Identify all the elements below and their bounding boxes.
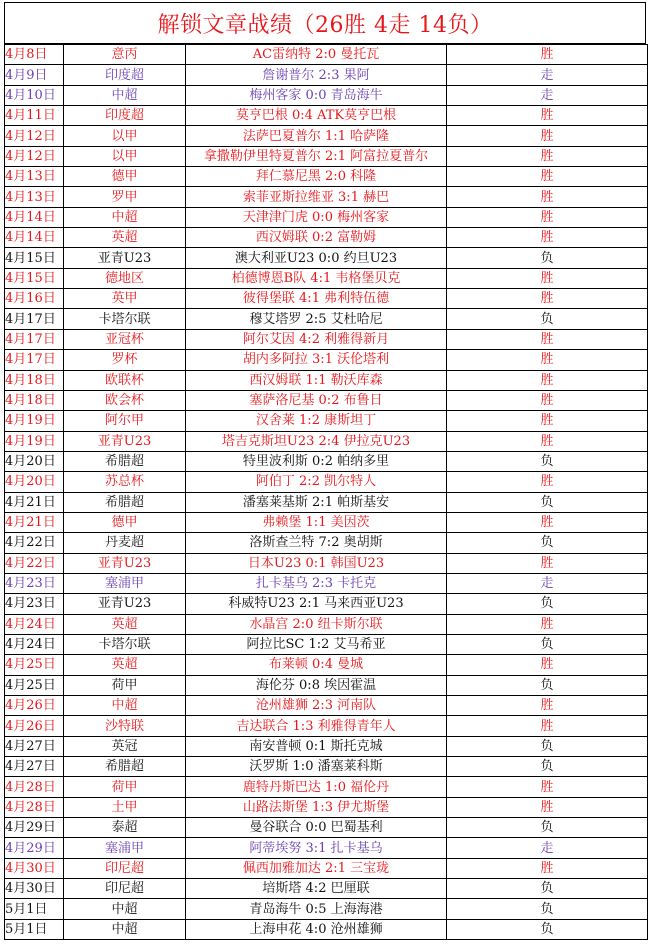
record-match: 阿蒂埃努 3:1 扎卡基乌 [186,838,447,858]
record-match: 西汉姆联 1:1 勒沃库森 [186,370,447,390]
record-result: 胜 [447,289,648,309]
record-match: 梅州客家 0:0 青岛海牛 [186,85,447,105]
record-match: 培斯塔 4:2 巴厘联 [186,879,447,899]
record-date: 4月10日 [5,85,64,105]
record-league: 荷甲 [64,675,186,695]
record-row [5,614,648,634]
record-row [5,696,648,716]
record-match: 日本U23 0:1 韩国U23 [186,553,447,573]
record-row [5,187,648,207]
record-date: 4月27日 [5,736,64,756]
record-league: 印度超 [64,65,186,85]
record-match: 山路法斯堡 1:3 伊尤斯堡 [186,797,447,817]
record-row [5,309,648,329]
record-result: 胜 [447,777,648,797]
record-match: 阿尔艾因 4:2 利雅得新月 [186,329,447,349]
record-result: 胜 [447,472,648,492]
record-match: 胡内多阿拉 3:1 沃伦塔利 [186,350,447,370]
record-match: 曼谷联合 0:0 巴蜀基利 [186,818,447,838]
record-result: 胜 [447,797,648,817]
record-result: 胜 [447,512,648,532]
record-result: 胜 [447,167,648,187]
record-league: 土甲 [64,797,186,817]
record-league: 亚青U23 [64,553,186,573]
record-date: 5月1日 [5,919,64,939]
record-match: 洛斯查兰特 7:2 奥胡斯 [186,533,447,553]
sheet-title: 解锁文章战绩（26胜 4走 14负） [4,2,646,44]
record-row [5,451,648,471]
record-row [5,594,648,614]
record-result: 走 [447,85,648,105]
record-row [5,289,648,309]
record-league: 塞浦甲 [64,838,186,858]
record-league: 中超 [64,919,186,939]
record-row [5,634,648,654]
record-row [5,390,648,410]
record-match: 沧州雄狮 2:3 河南队 [186,696,447,716]
record-result: 负 [447,919,648,939]
record-match: 索菲亚斯拉维亚 3:1 赫巴 [186,187,447,207]
record-result: 胜 [447,329,648,349]
record-row [5,838,648,858]
record-result: 胜 [447,614,648,634]
record-result: 胜 [447,696,648,716]
record-row [5,431,648,451]
record-result: 胜 [447,370,648,390]
record-league: 德甲 [64,512,186,532]
record-date: 4月25日 [5,675,64,695]
record-row [5,45,648,65]
record-result: 胜 [447,655,648,675]
record-league: 英超 [64,228,186,248]
record-row [5,573,648,593]
record-row [5,126,648,146]
record-league: 中超 [64,207,186,227]
record-match: 汉舍莱 1:2 康斯坦丁 [186,411,447,431]
record-row [5,777,648,797]
record-row [5,167,648,187]
record-match: 西汉姆联 0:2 富勒姆 [186,228,447,248]
record-row [5,492,648,512]
record-match: 穆艾塔罗 2:5 艾杜哈尼 [186,309,447,329]
record-row [5,716,648,736]
record-row [5,268,648,288]
record-result: 胜 [447,45,648,65]
record-league: 泰超 [64,818,186,838]
record-league: 印尼超 [64,879,186,899]
record-match: 拿撒勒伊里特夏普尔 2:1 阿富拉夏普尔 [186,146,447,166]
record-league: 亚青U23 [64,431,186,451]
record-league: 英超 [64,655,186,675]
record-match: 沃罗斯 1:0 潘塞莱科斯 [186,757,447,777]
record-date: 4月20日 [5,472,64,492]
record-date: 4月28日 [5,777,64,797]
record-match: 柏德博恩B队 4:1 韦格堡贝克 [186,268,447,288]
record-result: 胜 [447,431,648,451]
record-date: 4月13日 [5,187,64,207]
record-match: 水晶宫 2:0 纽卡斯尔联 [186,614,447,634]
record-league: 中超 [64,85,186,105]
record-match: 南安普顿 0:1 斯托克城 [186,736,447,756]
record-date: 4月18日 [5,370,64,390]
record-result: 走 [447,65,648,85]
record-row [5,248,648,268]
record-row [5,858,648,878]
record-date: 4月24日 [5,634,64,654]
record-date: 4月25日 [5,655,64,675]
record-row [5,472,648,492]
record-date: 4月14日 [5,207,64,227]
record-date: 4月27日 [5,757,64,777]
record-date: 4月30日 [5,858,64,878]
record-match: 海伦芬 0:8 埃因霍温 [186,675,447,695]
record-match: 上海申花 4:0 沧州雄狮 [186,919,447,939]
record-league: 沙特联 [64,716,186,736]
record-row [5,85,648,105]
record-row [5,350,648,370]
record-date: 4月9日 [5,65,64,85]
record-result: 负 [447,248,648,268]
record-league: 塞浦甲 [64,573,186,593]
record-league: 希腊超 [64,492,186,512]
record-row [5,553,648,573]
record-result: 负 [447,818,648,838]
record-result: 负 [447,899,648,919]
record-row [5,736,648,756]
record-date: 4月21日 [5,492,64,512]
record-match: 莫亨巴根 0:4 ATK莫亨巴根 [186,106,447,126]
record-match: 青岛海牛 0:5 上海海港 [186,899,447,919]
record-date: 4月22日 [5,533,64,553]
record-league: 英超 [64,614,186,634]
record-match: 彼得堡联 4:1 弗利特伍德 [186,289,447,309]
record-date: 4月23日 [5,573,64,593]
record-league: 欧会杯 [64,390,186,410]
record-match: 潘塞莱基斯 2:1 帕斯基安 [186,492,447,512]
record-row [5,818,648,838]
record-date: 4月17日 [5,350,64,370]
record-row [5,757,648,777]
record-match: 布莱顿 0:4 曼城 [186,655,447,675]
record-league: 英冠 [64,736,186,756]
record-result: 胜 [447,411,648,431]
record-row [5,370,648,390]
record-result: 胜 [447,106,648,126]
record-date: 4月20日 [5,451,64,471]
record-result: 负 [447,492,648,512]
record-date: 4月8日 [5,45,64,65]
record-date: 4月13日 [5,167,64,187]
record-match: 弗赖堡 1:1 美因茨 [186,512,447,532]
record-date: 4月17日 [5,309,64,329]
record-league: 印尼超 [64,858,186,878]
record-match: 拜仁慕尼黑 2:0 科隆 [186,167,447,187]
record-row [5,65,648,85]
record-league: 罗甲 [64,187,186,207]
record-match: 科威特U23 2:1 马来西亚U23 [186,594,447,614]
record-result: 胜 [447,126,648,146]
record-row [5,411,648,431]
record-league: 亚青U23 [64,248,186,268]
record-match: 塔吉克斯坦U23 2:4 伊拉克U23 [186,431,447,451]
record-result: 负 [447,736,648,756]
record-date: 4月28日 [5,797,64,817]
record-league: 丹麦超 [64,533,186,553]
record-match: 阿拉比SC 1:2 艾马希亚 [186,634,447,654]
record-result: 负 [447,309,648,329]
record-date: 4月24日 [5,614,64,634]
record-row [5,533,648,553]
record-date: 4月16日 [5,289,64,309]
record-result: 胜 [447,268,648,288]
record-league: 卡塔尔联 [64,634,186,654]
record-row [5,106,648,126]
record-match: 塞萨洛尼基 0:2 布鲁日 [186,390,447,410]
record-match: 吉达联合 1:3 利雅得青年人 [186,716,447,736]
record-league: 罗杯 [64,350,186,370]
records-table [4,44,648,940]
record-league: 英甲 [64,289,186,309]
record-result: 胜 [447,350,648,370]
record-result: 负 [447,757,648,777]
record-league: 中超 [64,899,186,919]
record-match: AC雷纳特 2:0 曼托瓦 [186,45,447,65]
record-row [5,207,648,227]
record-match: 詹谢普尔 2:3 果阿 [186,65,447,85]
record-match: 澳大利亚U23 0:0 约旦U23 [186,248,447,268]
record-league: 印度超 [64,106,186,126]
record-date: 4月22日 [5,553,64,573]
record-date: 4月15日 [5,268,64,288]
record-row [5,228,648,248]
record-match: 扎卡基乌 2:3 卡托克 [186,573,447,593]
record-result: 负 [447,451,648,471]
record-row [5,655,648,675]
record-date: 4月26日 [5,716,64,736]
record-result: 负 [447,675,648,695]
record-match: 鹿特丹斯巴达 1:0 福伦丹 [186,777,447,797]
record-date: 4月12日 [5,146,64,166]
record-row [5,797,648,817]
record-result: 走 [447,573,648,593]
record-league: 卡塔尔联 [64,309,186,329]
record-league: 德甲 [64,167,186,187]
record-date: 4月11日 [5,106,64,126]
record-league: 希腊超 [64,757,186,777]
record-league: 苏总杯 [64,472,186,492]
record-row [5,512,648,532]
record-date: 4月17日 [5,329,64,349]
record-date: 4月29日 [5,818,64,838]
record-result: 负 [447,634,648,654]
record-date: 4月19日 [5,431,64,451]
record-date: 4月21日 [5,512,64,532]
record-match: 特里波利斯 0:2 帕纳多里 [186,451,447,471]
record-league: 阿尔甲 [64,411,186,431]
record-date: 4月18日 [5,390,64,410]
record-match: 佩西加雅加达 2:1 三宝珑 [186,858,447,878]
record-result: 胜 [447,187,648,207]
record-result: 胜 [447,207,648,227]
record-result: 走 [447,838,648,858]
record-league: 欧联杯 [64,370,186,390]
record-league: 意丙 [64,45,186,65]
record-match: 法萨巴夏普尔 1:1 哈萨隆 [186,126,447,146]
record-league: 德地区 [64,268,186,288]
record-row [5,919,648,939]
record-date: 4月23日 [5,594,64,614]
record-result: 胜 [447,228,648,248]
record-date: 4月26日 [5,696,64,716]
records-body [5,45,648,940]
record-row [5,146,648,166]
record-league: 希腊超 [64,451,186,471]
record-match: 阿伯丁 2:2 凯尔特人 [186,472,447,492]
record-date: 4月30日 [5,879,64,899]
record-match: 天津津门虎 0:0 梅州客家 [186,207,447,227]
record-league: 以甲 [64,126,186,146]
record-league: 荷甲 [64,777,186,797]
record-result: 胜 [447,553,648,573]
record-league: 中超 [64,696,186,716]
record-league: 亚冠杯 [64,329,186,349]
record-date: 4月14日 [5,228,64,248]
record-row [5,899,648,919]
record-row [5,329,648,349]
record-result: 胜 [447,146,648,166]
record-result: 胜 [447,716,648,736]
record-result: 负 [447,594,648,614]
record-row [5,879,648,899]
record-date: 5月1日 [5,899,64,919]
record-date: 4月15日 [5,248,64,268]
record-result: 胜 [447,858,648,878]
record-date: 4月29日 [5,838,64,858]
record-result: 胜 [447,390,648,410]
record-row [5,675,648,695]
record-league: 亚青U23 [64,594,186,614]
record-date: 4月12日 [5,126,64,146]
record-result: 负 [447,879,648,899]
record-league: 以甲 [64,146,186,166]
record-result: 负 [447,533,648,553]
record-date: 4月19日 [5,411,64,431]
